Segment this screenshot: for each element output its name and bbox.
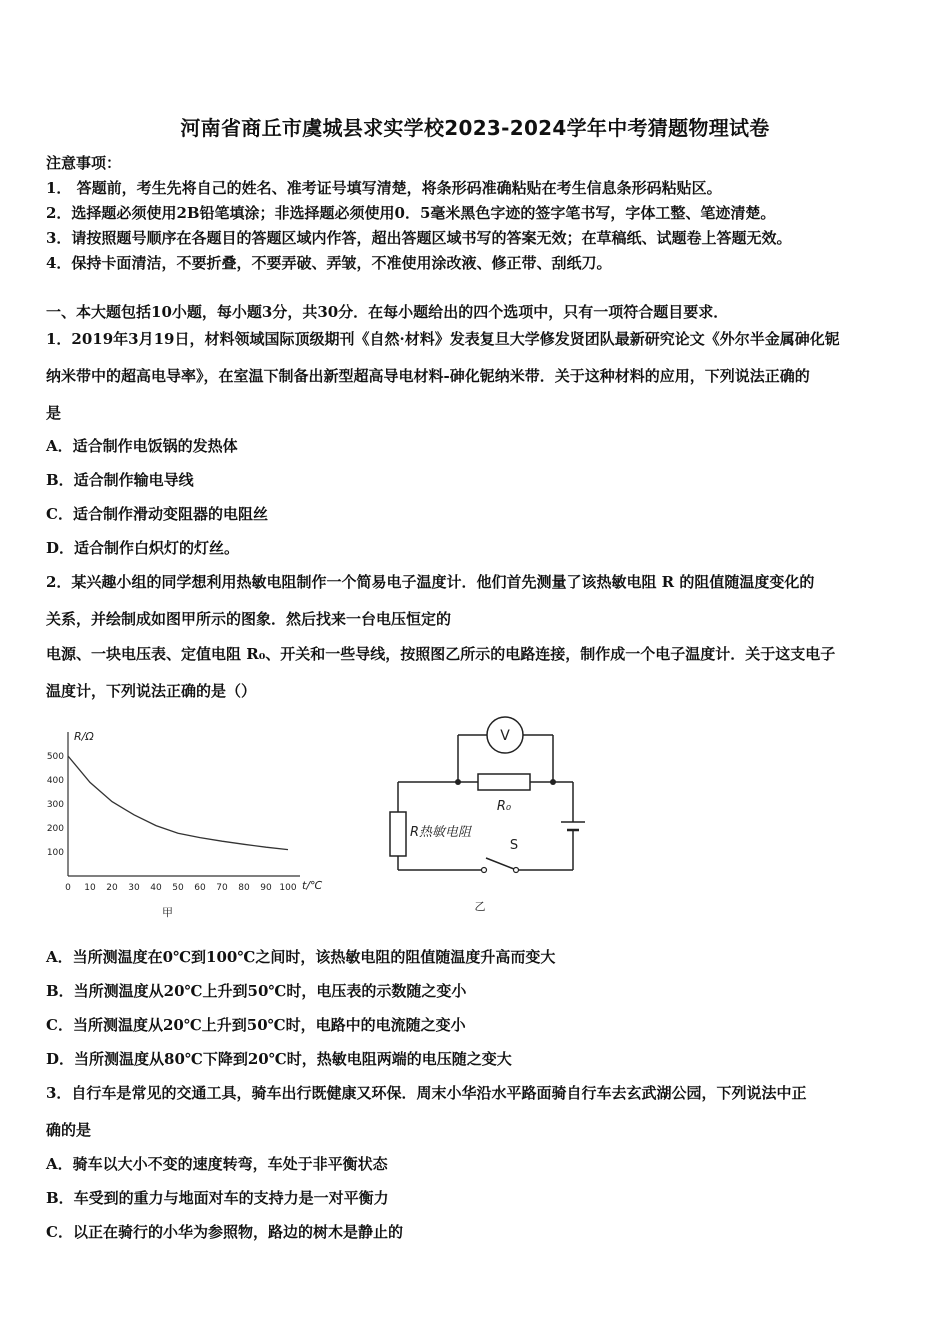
question-2-option-c: C．当所测温度从20℃上升到50℃时，电路中的电流随之变小 bbox=[46, 1016, 466, 1034]
chart-x-tick-label: 50 bbox=[172, 883, 184, 893]
chart-x-tick-label: 0 bbox=[65, 883, 71, 893]
question-1-option-b: B．适合制作输电导线 bbox=[46, 471, 194, 489]
question-2-option-b: B．当所测温度从20℃上升到50℃时，电压表的示数随之变小 bbox=[46, 982, 467, 1000]
question-1-text: 纳米带中的超高电导率》，在室温下制备出新型超高导电材料-砷化铌纳米带．关于这种材料的应用，下列说法正确的 bbox=[46, 367, 810, 385]
chart-x-tick-label: 60 bbox=[194, 883, 206, 893]
chart-x-tick-label: 80 bbox=[238, 883, 250, 893]
chart-x-tick-label: 20 bbox=[106, 883, 118, 893]
chart-x-tick-label: 70 bbox=[216, 883, 228, 893]
thermistor-resistor bbox=[390, 812, 406, 856]
chart-x-tick-label: 40 bbox=[150, 883, 162, 893]
question-3-text: 3．自行车是常见的交通工具，骑车出行既健康又环保．周末小华沿水平路面骑自行车去玄武湖公园，下列说法中正 bbox=[46, 1084, 807, 1102]
notice-item: 4．保持卡面清洁，不要折叠，不要弄破、弄皱，不准使用涂改液、修正带、刮纸刀。 bbox=[46, 254, 612, 272]
question-3-option-b: B．车受到的重力与地面对车的支持力是一对平衡力 bbox=[46, 1189, 389, 1207]
question-3-option-a: A．骑车以大小不变的速度转弯，车处于非平衡状态 bbox=[46, 1155, 388, 1173]
question-1-text: 是 bbox=[46, 404, 62, 422]
question-1-option-a: A．适合制作电饭锅的发热体 bbox=[46, 437, 238, 455]
chart-x-tick-label: 90 bbox=[260, 883, 272, 893]
thermistor-label: R热敏电阻 bbox=[410, 825, 472, 840]
notice-item: 3．请按照题号顺序在各题目的答题区域内作答，超出答题区域书写的答案无效；在草稿纸、试题卷上答题无效。 bbox=[46, 229, 792, 247]
resistance-temperature-chart bbox=[40, 722, 340, 922]
chart-ticks bbox=[47, 752, 297, 893]
question-1-option-c: C．适合制作滑动变阻器的电阻丝 bbox=[46, 505, 268, 523]
chart-y-label: R/Ω bbox=[74, 730, 94, 743]
chart-x-tick-label: 30 bbox=[128, 883, 140, 893]
r0-resistor bbox=[478, 774, 530, 790]
question-2-text: 2．某兴趣小组的同学想利用热敏电阻制作一个简易电子温度计．他们首先测量了该热敏电阻 R 的阻值随温度变化的 bbox=[46, 573, 815, 591]
question-2-text: 关系，并绘制成如图甲所示的图象．然后找来一台电压恒定的 bbox=[46, 610, 452, 628]
page-title: 河南省商丘市虞城县求实学校2023-2024学年中考猜题物理试卷 bbox=[180, 116, 770, 140]
chart-series-line bbox=[68, 756, 288, 850]
chart-x-tick-label: 10 bbox=[84, 883, 96, 893]
chart-y-tick-label: 300 bbox=[46, 800, 64, 810]
question-3-text: 确的是 bbox=[46, 1121, 92, 1139]
chart-y-tick-label: 200 bbox=[46, 824, 64, 834]
question-1-text: 1．2019年3月19日，材料领域国际顶级期刊《自然·材料》发表复旦大学修发贤团队最新研究论文《外尔半金属砷化铌 bbox=[46, 330, 840, 348]
section-heading: 一、本大题包括10小题，每小题3分，共30分．在每小题给出的四个选项中，只有一项符合题目要求． bbox=[46, 303, 729, 321]
question-1-option-d: D．适合制作白炽灯的灯丝。 bbox=[46, 539, 240, 557]
notice-heading: 注意事项： bbox=[46, 154, 122, 172]
figure-a-caption: 甲 bbox=[162, 906, 173, 919]
chart-y-tick-label: 100 bbox=[46, 848, 64, 858]
question-3-option-c: C．以正在骑行的小华为参照物，路边的树木是静止的 bbox=[46, 1223, 403, 1241]
chart-y-tick-label: 500 bbox=[46, 752, 64, 762]
voltmeter-label: V bbox=[500, 728, 510, 744]
notice-item: 1． 答题前，考生先将自己的姓名、准考证号填写清楚，将条形码准确粘贴在考生信息条形码粘贴区。 bbox=[46, 179, 722, 197]
switch-symbol bbox=[486, 858, 514, 869]
question-2-text: 电源、一块电压表、定值电阻 R₀、开关和一些导线，按照图乙所示的电路连接，制作成一个电子温度计．关于这支电子 bbox=[46, 645, 836, 663]
circuit-diagram bbox=[380, 712, 600, 917]
question-2-option-a: A．当所测温度在0℃到100℃之间时，该热敏电阻的阻值随温度升高而变大 bbox=[46, 948, 556, 966]
figure-b-caption: 乙 bbox=[474, 900, 486, 913]
question-2-text: 温度计，下列说法正确的是（） bbox=[46, 682, 257, 700]
switch-label: S bbox=[509, 838, 519, 853]
chart-x-tick-label: 100 bbox=[279, 883, 297, 893]
chart-axes bbox=[68, 732, 300, 876]
question-2-option-d: D．当所测温度从80℃下降到20℃时，热敏电阻两端的电压随之变大 bbox=[46, 1050, 512, 1068]
chart-x-label: t/℃ bbox=[302, 879, 323, 892]
chart-y-tick-label: 400 bbox=[46, 776, 64, 786]
r0-label: R₀ bbox=[496, 799, 512, 814]
notice-item: 2．选择题必须使用2B铅笔填涂；非选择题必须使用0．5毫米黑色字迹的签字笔书写，字体工整、笔迹清楚。 bbox=[46, 204, 776, 222]
